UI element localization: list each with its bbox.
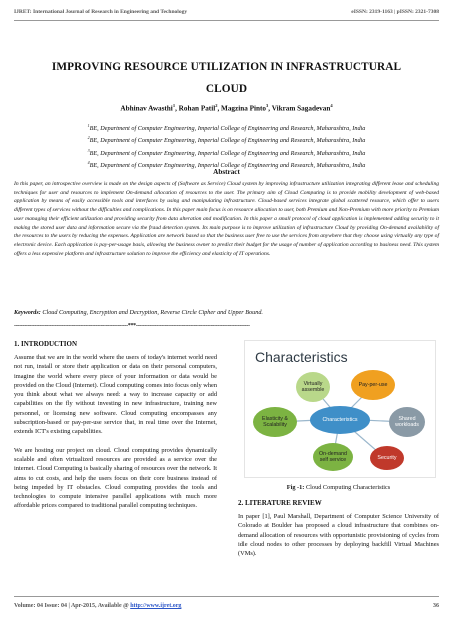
figure-caption (238, 484, 439, 491)
node-label: On-demand self service (319, 451, 347, 464)
author-sup: 3 (265, 103, 269, 108)
running-footer (14, 603, 439, 609)
volume-text: Volume: 04 Issue: 04 | Apr-2015, Available @ (14, 603, 131, 609)
abstract-heading: Abstract (213, 168, 240, 176)
journal-name: IJRET: International Journal of Research in Engineering and Technology (14, 9, 188, 15)
footer-rule (14, 596, 439, 597)
affiliation-text: BE, Department of Computer Engineering, Imperial College of Engineering and Research, Maharashtra, India (89, 150, 366, 157)
node-label: Elasticity & Scalability (262, 416, 288, 429)
header-rule (14, 20, 439, 21)
title-line-2: CLOUD (205, 83, 248, 95)
author-name: Vikram Sagadevan (271, 104, 331, 113)
section-separator: -------------------------------------------------------------------***------------------------------------------------------------------- (14, 323, 250, 329)
affiliation-text: BE, Department of Computer Engineering, Imperial College of Engineering and Research, Maharashtra, India (89, 125, 366, 133)
affiliation-sup: 1 (87, 123, 90, 128)
center-label: Characteristics (322, 417, 358, 423)
affiliation-text: BE, Department of Computer Engineering, Imperial College of Engineering and Research, Maharashtra, India (89, 137, 366, 145)
intro-paragraph: Assume that we are in the world where the users of today's internet world need not run, install or store their application or data on their personal computers, imagine the world where every piece of your information or data would be provided on the Cloud (Internet). Cloud computing comes into focus only when you think about what we always need: a way to increase capacity or add capabilities on the fly without investing in new infrastructure, training new personnel, or licensing new software. Cloud computing encompasses any subscription-based or pay-per-use service that, in real time over the Internet, extends ICT's existing capabilities. (14, 354, 217, 436)
left-column (14, 340, 217, 520)
node-label: Virtually assemble (301, 381, 325, 394)
affiliation (20, 121, 433, 133)
literature-heading: 2. LITERATURE REVIEW (238, 499, 322, 507)
figure-title: Characteristics (255, 349, 348, 365)
intro-paragraph: We are hosting our project on cloud. Cloud computing provides dynamically scalable and often virtualized resources are provided as a service over the internet. Cloud Computing is basically sharing of resources over the network. It aims to cut costs, and help the users focus on their core business instead of being impeded by IT obstacles. Cloud computing provides the tools and technologies to compute intensive parallel applications with much more affordable prices compared to traditional parallel computing techniques. (14, 446, 217, 510)
running-header (14, 9, 439, 15)
author-sup: 1 (172, 103, 176, 108)
affiliation (20, 133, 433, 145)
caption-text: Cloud Computing Characteristics (304, 484, 391, 491)
author-name: Abhinav Awasthi (120, 104, 173, 113)
issn: eISSN: 2319-1163 | pISSN: 2321-7308 (351, 9, 439, 15)
right-column (238, 340, 439, 567)
characteristics-figure (244, 340, 436, 478)
author-name: Magzina Pinto (221, 104, 266, 113)
caption-label: Fig -1: (286, 484, 305, 491)
author-name: Rohan Patil (178, 104, 216, 113)
keywords-label: Keywords: (14, 309, 41, 316)
keywords (14, 309, 439, 316)
affiliation-sup: 4 (87, 160, 90, 166)
author-sup: 2 (215, 103, 218, 108)
abstract-body: In this paper, an introspective overview is made on the design aspects of (Software as Service) Cloud system by improving infrastructure utilization integrating different lease and scheduling techniques for user and resources to implement On-demand allocation of resources to the user. The primary aim of Cloud Computing is to provide mobility development of web-based application by means of easily accessible tools and interfaces by using and manipulating infrastructure. Cloud-based services integrate global scattered resource, which offer to users different types of services without the difficulties and complications. In this paper main focus is on resource allocation to user, both Premium and Non-Premium with more priority to Premium user managing their efficient utilization and providing security from data alteration and modification. In this paper a small protocol of cloud application is implemented adding security to it making the stored user data and information secure via the fraud detection system. Its main purpose is to improve utilization of infrastructure Cloud by providing On-demand availability of the resources to the users by reducing the expenses. Application are network based so that the business user free to use the services from anywhere that they choose using virtually any type of electronic device. Each application is pay-per-usage basis, allowing the business owner to predict their budget for the usage of number of application according to business need. This system offers a less expensive platform and infrastructure solution to improve the efficiency and elasticity of IT operations. (14, 181, 439, 257)
node-label: Security (377, 455, 397, 461)
footer-volume (14, 603, 181, 609)
intro-heading: 1. INTRODUCTION (14, 340, 78, 348)
affiliation-list (20, 121, 433, 171)
author-sup: 4 (330, 103, 333, 108)
affiliation (20, 146, 433, 158)
page-number: 36 (433, 603, 439, 609)
affiliation-sup: 3 (87, 147, 90, 153)
literature-paragraph: In paper [1], Paul Marshall, Department of Computer Science University of Colorado at Boulder has proposed a cloud infrastructure that combines on-demand allocation of resources with opportunistic provisioning of cycles from idle cloud nodes to other processes by deploying backfill Virtual Machines (VMs). (238, 513, 439, 558)
journal-link[interactable]: http://www.ijret.org (130, 603, 182, 609)
affiliation-text: BE, Department of Computer Engineering, Imperial College of Engineering and Research, Maharashtra, India (89, 162, 366, 170)
node-label: Shared workloads (395, 416, 419, 429)
affiliation-sup: 2 (87, 135, 90, 141)
keywords-text: Cloud Computing, Encryption and Decryption, Reverse Circle Cipher and Upper Bound. (42, 309, 263, 316)
node-label: Pay-per-use (358, 382, 388, 388)
author-list: Abhinav Awasthi$^1$, Rohan Patil$^2$, Magzina Pinto$^3$, Vikram Sagadevan$^4$ (120, 103, 333, 113)
paper-title (40, 56, 413, 100)
title-line-1: IMPROVING RESOURCE UTILIZATION IN INFRASTRUCTURAL (51, 61, 402, 73)
